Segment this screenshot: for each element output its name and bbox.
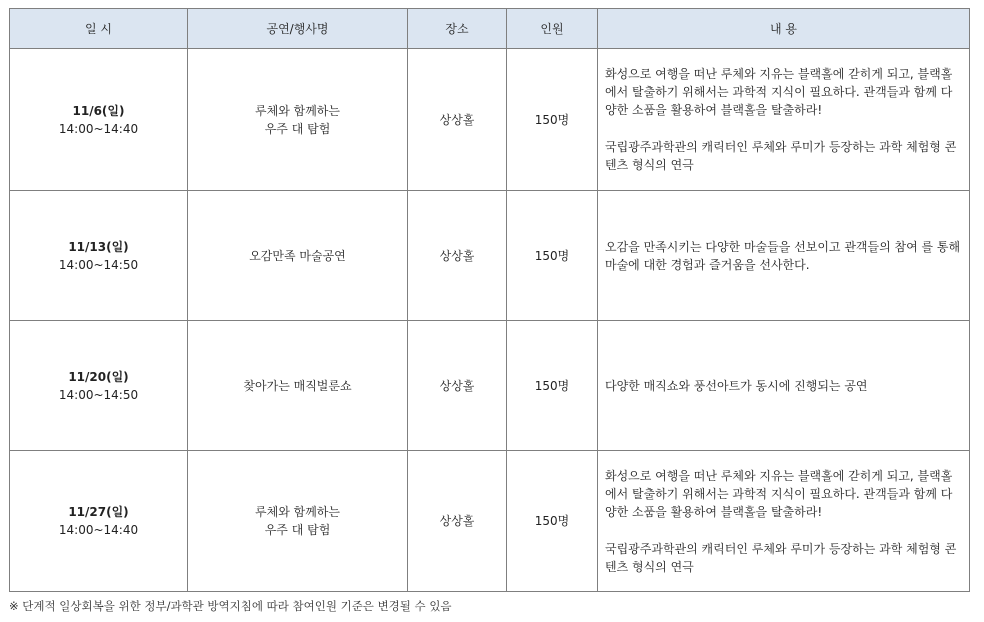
description-cell — [598, 49, 970, 191]
title-cell — [188, 321, 408, 451]
venue-cell: 상상홀 — [408, 191, 507, 321]
table-row — [10, 191, 970, 321]
event-title-line1: 루체와 함께하는 — [255, 103, 340, 118]
description-paragraph: 국립광주과학관의 캐릭터인 루체와 루미가 등장하는 과학 체험형 콘텐츠 형식의 연극 — [605, 140, 957, 172]
description-cell — [598, 191, 970, 321]
date-cell — [10, 451, 188, 592]
event-time: 14:00~14:40 — [58, 121, 139, 136]
header-content: 내 용 — [598, 9, 970, 49]
table-row — [10, 49, 970, 191]
paragraph-spacer — [605, 521, 963, 540]
event-title-line2: 우주 대 탐험 — [264, 523, 331, 537]
event-title-line1: 오감만족 마술공연 — [249, 248, 346, 263]
capacity-cell: 150명 — [507, 451, 598, 592]
header-capacity: 인원 — [507, 9, 598, 49]
paragraph-spacer — [605, 119, 963, 138]
title-cell — [188, 451, 408, 592]
capacity-cell: 150명 — [507, 321, 598, 451]
header-venue: 장소 — [408, 9, 507, 49]
event-time: 14:00~14:50 — [58, 257, 139, 272]
date-cell — [10, 191, 188, 321]
capacity-cell: 150명 — [507, 49, 598, 191]
event-date: 11/27(일) — [68, 505, 129, 519]
venue-cell: 상상홀 — [408, 451, 507, 592]
title-cell — [188, 191, 408, 321]
event-date: 11/13(일) — [68, 239, 129, 254]
event-time: 14:00~14:40 — [58, 523, 139, 537]
footnote: ※ 단계적 일상회복을 위한 정부/과학관 방역지침에 따라 참여인원 기준은 변경될 수 있음 — [9, 599, 452, 613]
event-title-line1: 찾아가는 매직벌룬쇼 — [243, 378, 352, 393]
venue-cell: 상상홀 — [408, 49, 507, 191]
date-cell — [10, 321, 188, 451]
description-paragraph: 화성으로 여행을 떠난 루체와 지유는 블랙홀에 갇히게 되고, 블랙홀에서 탈출하기 위해서는 과학적 지식이 필요하다. 관객들과 함께 다양한 소품을 활용하여 블랙홀을 탈출하라! — [605, 468, 953, 519]
event-title-line2: 우주 대 탐험 — [264, 121, 331, 136]
description-paragraph: 국립광주과학관의 캐릭터인 루체와 루미가 등장하는 과학 체험형 콘텐츠 형식의 연극 — [605, 541, 957, 574]
header-row — [10, 9, 970, 49]
description-cell — [598, 321, 970, 451]
header-name: 공연/행사명 — [188, 9, 408, 49]
header-date: 일 시 — [10, 9, 188, 49]
title-cell — [188, 49, 408, 191]
event-time: 14:00~14:50 — [58, 387, 139, 402]
schedule-table — [9, 8, 970, 592]
table-row — [10, 321, 970, 451]
capacity-cell: 150명 — [507, 191, 598, 321]
description-cell — [598, 451, 970, 592]
event-title-line1: 루체와 함께하는 — [255, 505, 340, 519]
event-date: 11/6(일) — [72, 103, 125, 118]
date-cell — [10, 49, 188, 191]
table-row — [10, 451, 970, 592]
description-paragraph: 화성으로 여행을 떠난 루체와 지유는 블랙홀에 갇히게 되고, 블랙홀에서 탈출하기 위해서는 과학적 지식이 필요하다. 관객들과 함께 다양한 소품을 활용하여 블랙홀을 탈출하라! — [605, 67, 953, 117]
description-paragraph: 다양한 매직쇼와 풍선아트가 동시에 진행되는 공연 — [605, 378, 868, 393]
event-date: 11/20(일) — [68, 369, 129, 384]
venue-cell: 상상홀 — [408, 321, 507, 451]
description-paragraph: 오감을 만족시키는 다양한 마술들을 선보이고 관객들의 참여 를 통해 마술에 대한 경험과 즐거움을 선사한다. — [605, 239, 961, 272]
